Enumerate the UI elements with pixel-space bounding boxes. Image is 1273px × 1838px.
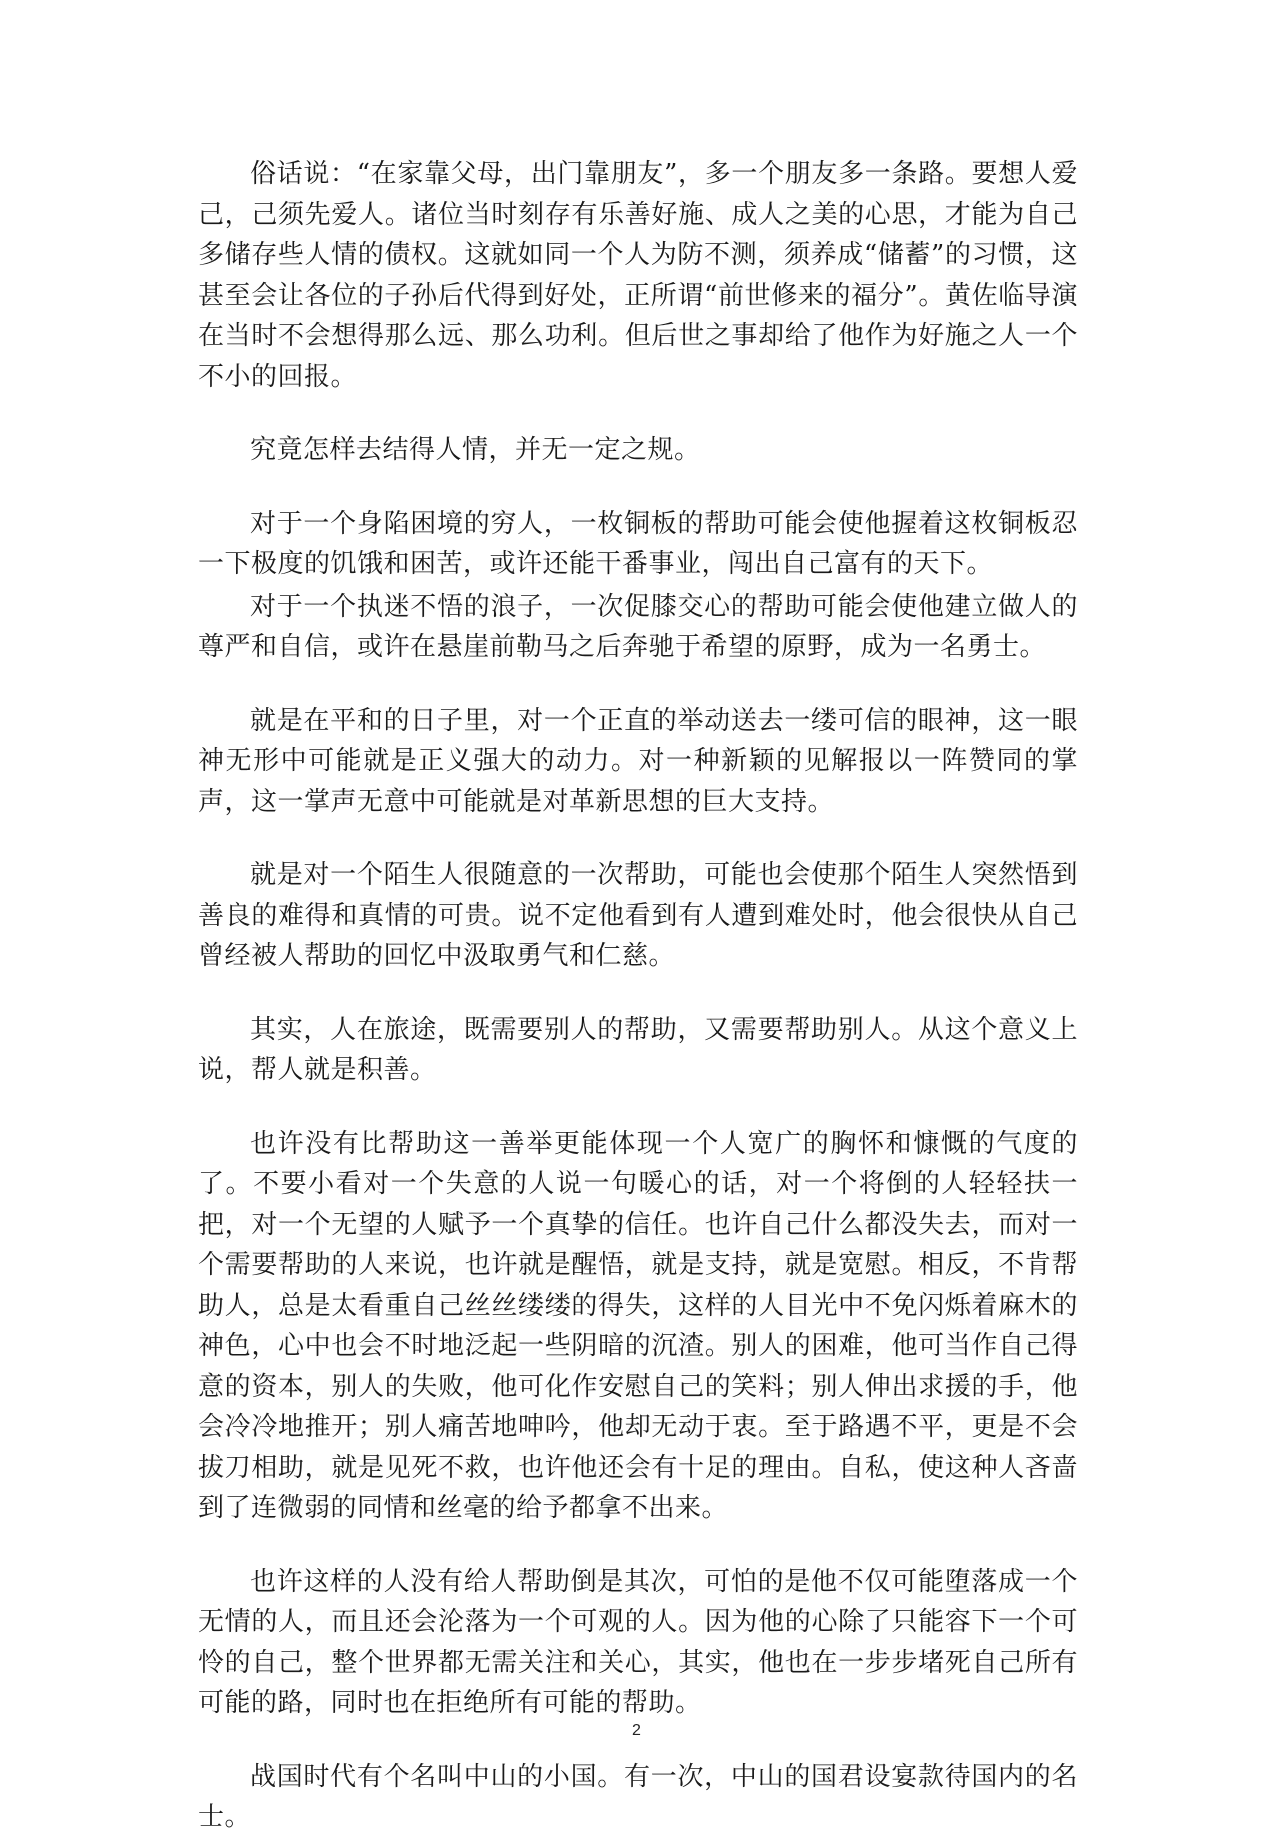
paragraph-4: 对于一个执迷不悟的浪子，一次促膝交心的帮助可能会使他建立做人的尊严和自信，或许在悬崖前勒马之后奔驰于希望的原野，成为一名勇士。 xyxy=(198,591,1078,662)
paragraph-7: 其实，人在旅途，既需要别人的帮助，又需要帮助别人。从这个意义上说，帮人就是积善。 xyxy=(198,1014,1078,1085)
paragraph-1: 俗话说：“在家靠父母，出门靠朋友”，多一个朋友多一条路。要想人爱己，己须先爱人。诸位当时刻存有乐善好施、成人之美的心思，才能为自己多储存些人情的债权。这就如同一个人为防不测，须养成“储蓄”的习惯，这甚至会让各位的子孙后代得到好处，正所谓“前世修来的福分”。黄佐临导演在当时不会想得那么远、那么功利。但后世之事却给了他作为好施之人一个不小的回报。 xyxy=(198,159,1078,392)
paragraph-8: 也许没有比帮助这一善举更能体现一个人宽广的胸怀和慷慨的气度的了。不要小看对一个失意的人说一句暖心的话，对一个将倒的人轻轻扶一把，对一个无望的人赋予一个真挚的信任。也许自己什么都没失去，而对一个需要帮助的人来说，也许就是醒悟，就是支持，就是宽慰。相反，不肯帮助人，总是太看重自己丝丝缕缕的得失，这样的人目光中不免闪烁着麻木的神色，心中也会不时地泛起一些阴暗的沉渣。别人的困难，他可当作自己得意的资本，别人的失败，他可化作安慰自己的笑料；别人伸出求援的手，他会冷冷地推开；别人痛苦地呻吟，他却无动于衷。至于路遇不平，更是不会拔刀相助，就是见死不救，也许他还会有十足的理由。自私，使这种人吝啬到了连微弱的同情和丝毫的给予都拿不出来。 xyxy=(198,1128,1078,1523)
paragraph-2: 究竟怎样去结得人情，并无一定之规。 xyxy=(250,435,701,465)
paragraph-6: 就是对一个陌生人很随意的一次帮助，可能也会使那个陌生人突然悟到善良的难得和真情的可贵。说不定他看到有人遭到难处时，他会很快从自己曾经被人帮助的回忆中汲取勇气和仁慈。 xyxy=(198,860,1078,971)
paragraph-9: 也许这样的人没有给人帮助倒是其次，可怕的是他不仅可能堕落成一个无情的人，而且还会沦落为一个可观的人。因为他的心除了只能容下一个可怜的自己，整个世界都无需关注和关心，其实，他也在一步步堵死自己所有可能的路，同时也在拒绝所有可能的帮助。 xyxy=(198,1566,1078,1718)
paragraph-10: 战国时代有个名叫中山的小国。有一次，中山的国君设宴款待国内的名士。 xyxy=(198,1761,1078,1832)
paragraph-5: 就是在平和的日子里，对一个正直的举动送去一缕可信的眼神，这一眼神无形中可能就是正义强大的动力。对一种新颖的见解报以一阵赞同的掌声，这一掌声无意中可能就是对革新思想的巨大支持。 xyxy=(198,705,1078,817)
document-body xyxy=(198,154,1078,1838)
page-number: 2 xyxy=(632,1722,641,1739)
paragraph-3: 对于一个身陷困境的穷人，一枚铜板的帮助可能会使他握着这枚铜板忍一下极度的饥饿和困苦，或许还能干番事业，闯出自己富有的天下。 xyxy=(198,508,1078,579)
